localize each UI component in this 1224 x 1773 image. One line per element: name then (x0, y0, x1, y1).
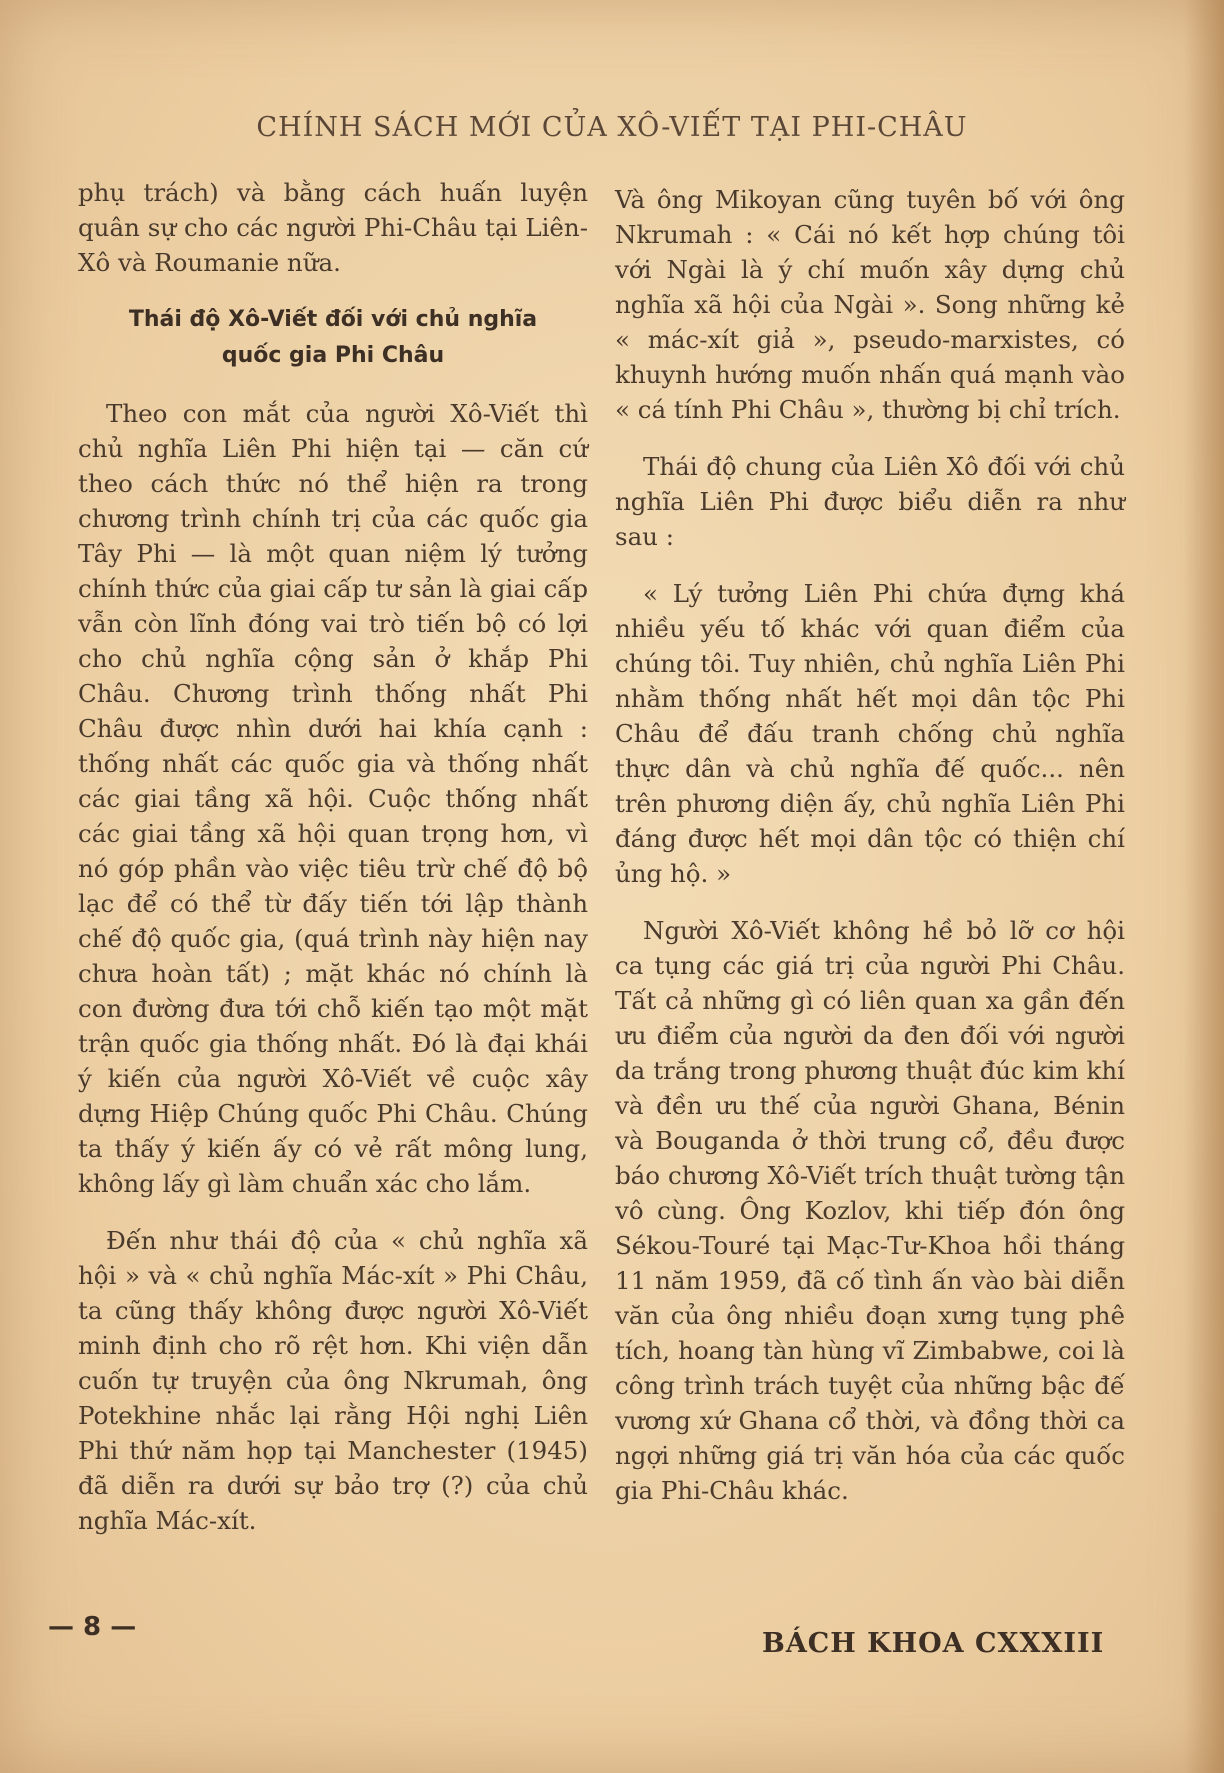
paper-edge-stain (1184, 0, 1224, 1773)
paragraph: Đến như thái độ của « chủ nghĩa xã hội » và « chủ nghĩa Mác-xít » Phi Châu, ta cũng thấy không được người Xô-Viết minh định cho rõ rệt hơn. Khi viện dẫn cuốn tự truyện của ông Nkrumah, ông Potekhine nhắc lại rằng Hội nghị Liên Phi thứ năm họp tại Manchester (1945) đã diễn ra dưới sự bảo trợ (?) của chủ nghĩa Mác-xít. (78, 1226, 588, 1535)
paragraph: phụ trách) và bằng cách huấn luyện quân sự cho các người Phi-Châu tại Liên-Xô và Roumanie nữa. (78, 178, 588, 277)
left-column (78, 175, 588, 1560)
quotation-paragraph: « Lý tưởng Liên Phi chứa đựng khá nhiều yếu tố khác với quan điểm của chúng tôi. Tuy nhiên, chủ nghĩa Liên Phi nhằm thống nhất hết mọi dân tộc Phi Châu để đấu tranh chống chủ nghĩa thực dân và chủ nghĩa đế quốc... nên trên phương diện ấy, chủ nghĩa Liên Phi đáng được hết mọi dân tộc có thiện chí ủng hộ. » (615, 579, 1125, 888)
paragraph: Thái độ chung của Liên Xô đối với chủ nghĩa Liên Phi được biểu diễn ra như sau : (615, 452, 1125, 551)
paragraph: Người Xô-Viết không hề bỏ lỡ cơ hội ca tụng các giá trị của người Phi Châu. Tất cả những gì có liên quan xa gần đến ưu điểm của người da đen đối với người da trắng trong phương thuật đúc kim khí và đền ưu thế của người Ghana, Bénin và Bouganda ở thời trung cổ, đều được báo chương Xô-Viết trích thuật tường tận vô cùng. Ông Kozlov, khi tiếp đón ông Sékou-Touré tại Mạc-Tư-Khoa hồi tháng 11 năm 1959, đã cố tình ấn vào bài diễn văn của ông nhiều đoạn xưng tụng phê tích, hoang tàn hùng vĩ Zimbabwe, coi là công trình trách tuyệt của những bậc đế vương xứ Ghana cổ thời, và đồng thời ca ngợi những giá trị văn hóa của các quốc gia Phi-Châu khác. (615, 916, 1125, 1505)
section-heading: Thái độ Xô-Viết đối với chủ nghĩa quốc gia Phi Châu (128, 307, 538, 368)
page-number: — 8 — (48, 1612, 137, 1642)
running-header: CHÍNH SÁCH MỚI CỦA XÔ-VIẾT TẠI PHI-CHÂU (256, 112, 968, 143)
right-column (615, 182, 1125, 1530)
paragraph: Và ông Mikoyan cũng tuyên bố với ông Nkrumah : « Cái nó kết hợp chúng tôi với Ngài là ý chí muốn xây dựng chủ nghĩa xã hội của Ngài ». Song những kẻ « mác-xít giả », pseudo-marxistes, có khuynh hướng muốn nhấn quá mạnh vào « cá tính Phi Châu », thường bị chỉ trích. (615, 185, 1125, 424)
paragraph: Theo con mắt của người Xô-Viết thì chủ nghĩa Liên Phi hiện tại — căn cứ theo cách thức nó thể hiện ra trong chương trình chính trị của các quốc gia Tây Phi — là một quan niệm lý tưởng chính thức của giai cấp tư sản là giai cấp vẫn còn lĩnh đóng vai trò tiến bộ có lợi cho chủ nghĩa cộng sản ở khắp Phi Châu. Chương trình thống nhất Phi Châu được nhìn dưới hai khía cạnh : thống nhất các quốc gia và thống nhất các giai tầng xã hội. Cuộc thống nhất các giai tầng xã hội quan trọng hơn, vì nó góp phần vào việc tiêu trừ chế độ bộ lạc để có thể từ đấy tiến tới lập thành chế độ quốc gia, (quá trình này hiện nay chưa hoàn tất) ; mặt khác nó chính là con đường đưa tới chỗ kiến tạo một mặt trận quốc gia thống nhất. Đó là đại khái ý kiến của người Xô-Viết về cuộc xây dựng Hiệp Chúng quốc Phi Châu. Chúng ta thấy ý kiến ấy có vẻ rất mông lung, không lấy gì làm chuẩn xác cho lắm. (78, 399, 589, 1198)
publication-footer: BÁCH KHOA CXXXIII (762, 1628, 1105, 1659)
